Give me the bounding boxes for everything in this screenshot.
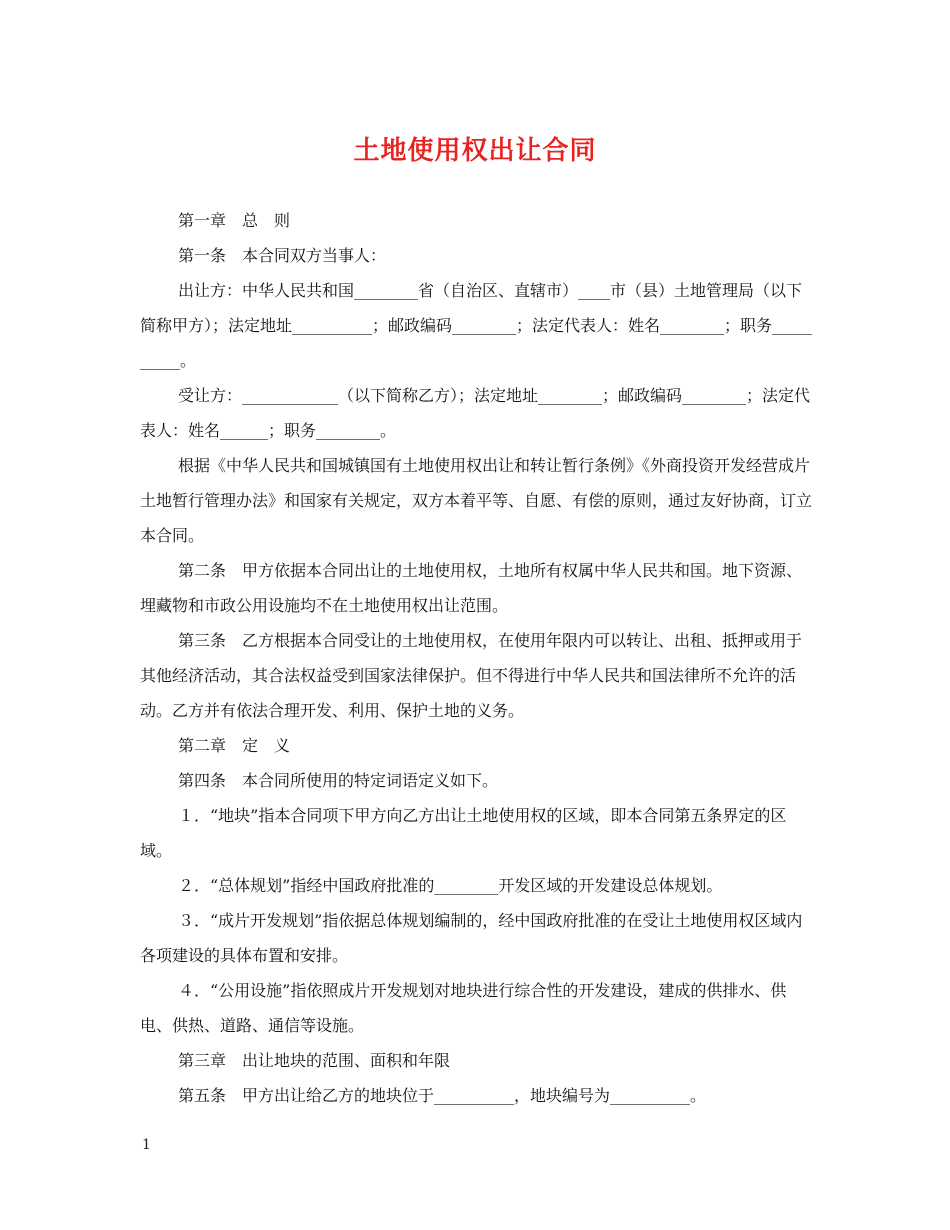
definition-3: ３．“成片开发规划”指依据总体规划编制的，经中国政府批准的在受让土地使用权区域内各项建设的具体布置和安排。: [140, 911, 803, 965]
article-4: 第四条 本合同所使用的特定词语定义如下。: [178, 771, 499, 790]
legal-basis-paragraph: 根据《中华人民共和国城镇国有土地使用权出让和转让暂行条例》《外商投资开发经营成片土地暂行管理办法》和国家有关规定，双方本着平等、自愿、有偿的原则，通过友好协商，订立本合同。: [140, 456, 813, 545]
article-3: 第三条 乙方根据本合同受让的土地使用权，在使用年限内可以转让、出租、抵押或用于其他经济活动，其合法权益受到国家法律保护。但不得进行中华人民共和国法律所不允许的活动。乙方并有依法合理开发、利用、保护土地的义务。: [140, 631, 803, 720]
document-title: 土地使用权出让合同: [353, 136, 597, 166]
article-1: 第一条 本合同双方当事人：: [178, 246, 387, 265]
transferee-clause: 受让方：____________（以下简称乙方）；法定地址________；邮政编码________；法定代表人：姓名______；职务________。: [140, 386, 811, 440]
page-number: 1: [142, 1137, 151, 1153]
definition-1: １．“地块”指本合同项下甲方向乙方出让土地使用权的区域，即本合同第五条界定的区域。: [140, 806, 787, 860]
definition-2: ２．“总体规划”指经中国政府批准的________开发区域的开发建设总体规划。: [178, 876, 723, 895]
document-body: [140, 203, 812, 1113]
article-5: 第五条 甲方出让给乙方的地块位于__________，地块编号为__________。: [178, 1086, 707, 1105]
article-2: 第二条 甲方依据本合同出让的土地使用权，土地所有权属中华人民共和国。地下资源、埋藏物和市政公用设施均不在土地使用权出让范围。: [140, 561, 803, 615]
chapter-1-heading: 第一章 总 则: [178, 211, 291, 230]
definition-4: ４．“公用设施”指依照成片开发规划对地块进行综合性的开发建设，建成的供排水、供电、供热、道路、通信等设施。: [140, 981, 787, 1035]
chapter-3-heading: 第三章 出让地块的范围、面积和年限: [178, 1051, 451, 1070]
transferor-clause: 出让方：中华人民共和国________省（自治区、直辖市）____市（县）土地管理局（以下简称甲方）；法定地址__________；邮政编码________；法定代表人：姓名________；职务__________。: [140, 281, 813, 370]
chapter-2-heading: 第二章 定 义: [178, 736, 291, 755]
